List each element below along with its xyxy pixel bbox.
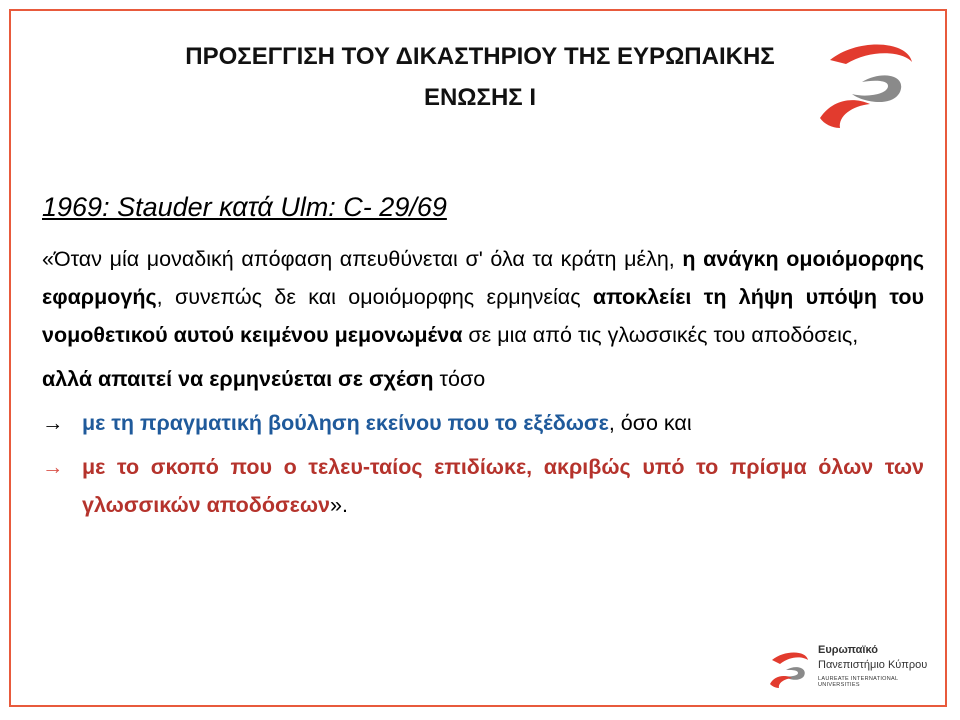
quote-bold: αλλά απαιτεί να ερμηνεύεται σε σχέση (42, 367, 434, 391)
title-line-1: ΠΡΟΣΕΓΓΙΣΗ ΤΟΥ ΔΙΚΑΣΤΗΡΙΟΥ ΤΗΣ ΕΥΡΩΠΑΙΚΗΣ (185, 43, 775, 70)
quote-text: ». (330, 493, 348, 517)
university-logo (766, 640, 936, 696)
logo-name-line-2: Πανεπιστήμιο Κύπρου (818, 659, 928, 671)
arrow-icon: → (42, 455, 64, 479)
logo-tagline: LAUREATE INTERNATIONAL UNIVERSITIES (818, 676, 899, 688)
title-line-2: ΕΝΩΣΗΣ Ι (423, 84, 537, 111)
quote-blue: με τη πραγματική βούληση εκείνου που το εξέδωσε (82, 411, 609, 435)
bullet-intention (42, 404, 924, 442)
quote-red: με το σκοπό που ο τελευ-ταίος επιδίωκε, ακριβώς υπό το πρίσμα όλων των γλωσσικών αποδόσεων (82, 455, 924, 517)
quote-paragraph-1 (42, 240, 924, 354)
quote-text: , όσο και (608, 411, 692, 435)
bullet-purpose (42, 448, 924, 524)
quote-text: τόσο (433, 367, 486, 391)
swirl-logo-icon (766, 646, 812, 692)
slide-title (60, 36, 900, 118)
arrow-icon: → (42, 411, 64, 435)
quote-bold: αποκλείει τη λήψη υπόψη του νομοθετικού αυτού κειμένου μεμονωμένα (42, 285, 924, 347)
quote-text: , συνεπώς δε και ομοιόμορφης ερμηνείας (156, 285, 593, 309)
quote-text: σε μια από τις γλωσσικές του αποδόσεις, (462, 323, 859, 347)
case-heading: 1969: Stauder κατά Ulm: C- 29/69 (42, 192, 447, 222)
quote-body (42, 240, 924, 524)
quote-bold: η ανάγκη ομοιόμορφης εφαρμογής (42, 247, 924, 309)
quote-text: «Όταν μία μοναδική απόφαση απευθύνεται σ' όλα τα κράτη μέλη, (42, 247, 683, 271)
quote-paragraph-2 (42, 360, 924, 398)
logo-name-line-1: Ευρωπαϊκό (818, 644, 878, 656)
